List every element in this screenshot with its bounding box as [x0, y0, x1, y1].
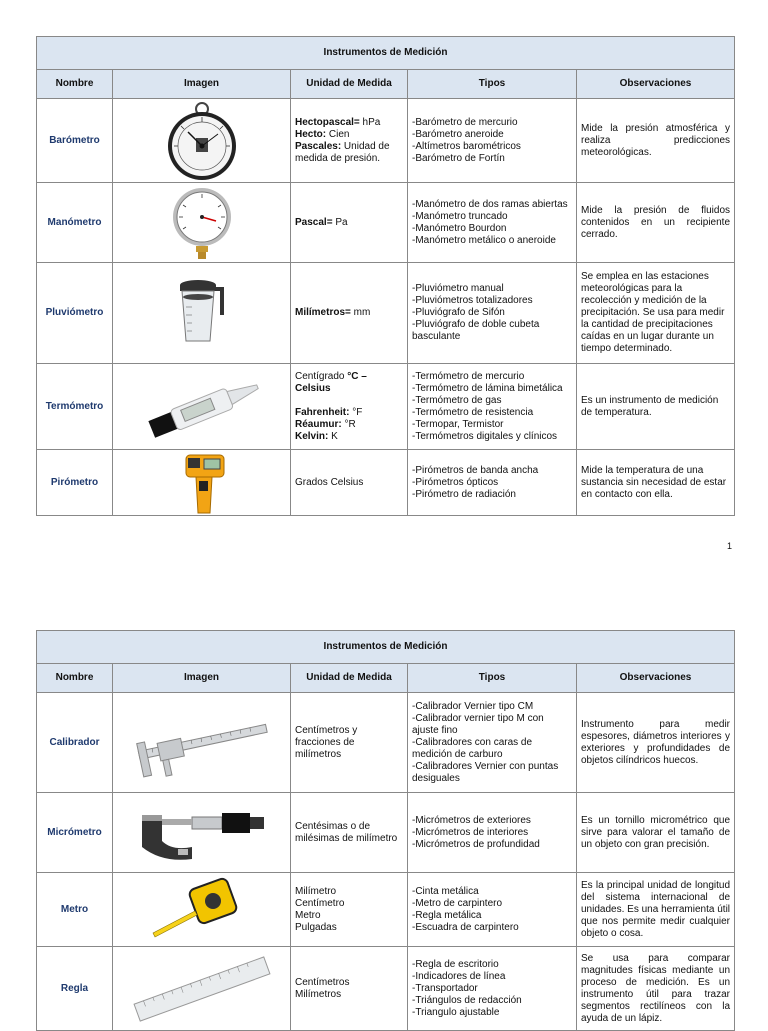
observation-cell	[577, 183, 735, 263]
observation-cell	[577, 364, 735, 450]
table-title: Instrumentos de Medición	[37, 37, 735, 70]
type-item: -Termómetros digitales y clínicos	[412, 430, 558, 442]
type-item: -Transportador	[412, 982, 478, 994]
header-imagen: Imagen	[113, 70, 291, 99]
table-row	[37, 450, 735, 516]
micrometer-icon	[132, 803, 272, 863]
header-imagen: Imagen	[113, 664, 291, 693]
observation-text: Mide la presión atmosférica y realiza predicciones meteorológicas.	[581, 122, 731, 158]
types-cell	[408, 947, 577, 1031]
types-cell	[408, 364, 577, 450]
header-tipos: Tipos	[408, 70, 577, 99]
type-item: -Calibrador vernier tipo M con ajuste fino	[412, 712, 544, 736]
types-cell	[408, 183, 577, 263]
unit-line: Centímetros	[295, 976, 350, 988]
unit-line: Pascal= Pa	[295, 216, 348, 228]
unit-cell	[291, 183, 408, 263]
unit-line: Grados Celsius	[295, 476, 364, 488]
unit-cell	[291, 99, 408, 183]
observation-text: Es un tornillo micrométrico que sirve para valorar el tamaño de un objeto con gran precisión.	[581, 814, 731, 850]
header-observaciones: Observaciones	[577, 70, 735, 99]
unit-line: Metro	[295, 909, 321, 921]
thermometer-icon	[137, 372, 267, 442]
ruler-icon	[127, 954, 277, 1024]
observation-text: Mide la presión de fluidos contenidos en un recipiente cerrado.	[581, 204, 731, 240]
pyrometer-icon	[172, 451, 232, 515]
instrument-name: Termómetro	[37, 364, 113, 450]
header-nombre: Nombre	[37, 70, 113, 99]
type-item: -Micrómetros de interiores	[412, 826, 529, 838]
instrument-image	[113, 99, 291, 183]
observation-cell	[577, 263, 735, 364]
type-item: -Indicadores de línea	[412, 970, 506, 982]
observation-text: Se usa para comparar magnitudes físicas mediante un proceso de medición. Es un instrumento útil para trazar segmentos rectilíneos con la ayuda de un lápiz.	[581, 952, 731, 1024]
instrument-image	[113, 364, 291, 450]
types-cell	[408, 693, 577, 793]
observation-text: Mide la temperatura de una sustancia sin necesidad de estar en contacto con ella.	[581, 464, 727, 500]
type-item: -Pirómetros de banda ancha	[412, 464, 539, 476]
unit-line: Milímetro	[295, 885, 337, 897]
unit-cell	[291, 947, 408, 1031]
unit-line	[295, 395, 403, 407]
unit-cell	[291, 263, 408, 364]
table-row	[37, 793, 735, 873]
type-item: -Termómetro de mercurio	[412, 370, 525, 382]
unit-line: Hectopascal= hPa	[295, 116, 381, 128]
instrument-name: Regla	[37, 947, 113, 1031]
type-item: -Cinta metálica	[412, 885, 479, 897]
header-unidad: Unidad de Medida	[291, 70, 408, 99]
observation-cell	[577, 793, 735, 873]
unit-line: Fahrenheit: °F	[295, 406, 363, 418]
types-cell	[408, 99, 577, 183]
type-item: -Micrómetros de profundidad	[412, 838, 540, 850]
instrument-image	[113, 873, 291, 947]
table-row	[37, 183, 735, 263]
instrument-name: Pirómetro	[37, 450, 113, 516]
type-item: -Calibrador Vernier tipo CM	[412, 700, 534, 712]
table-row	[37, 99, 735, 183]
type-item: -Pluviómetros totalizadores	[412, 295, 533, 306]
instrument-image	[113, 263, 291, 364]
pressure-gauge-icon	[167, 185, 237, 261]
unit-line: Kelvin: K	[295, 430, 338, 442]
type-item: -Barómetro de Fortín	[412, 152, 505, 164]
unit-cell	[291, 450, 408, 516]
barometer-icon	[162, 100, 242, 182]
type-item: -Pluviógrafo de Sifón	[412, 307, 505, 318]
unit-line: Milímetros= mm	[295, 307, 371, 318]
unit-line: Hecto: Cien	[295, 128, 350, 140]
unit-line: Réaumur: °R	[295, 418, 356, 430]
observation-cell	[577, 450, 735, 516]
types-cell	[408, 793, 577, 873]
page-number: 1	[726, 541, 732, 551]
instrument-name: Pluviómetro	[37, 263, 113, 364]
types-cell	[408, 263, 577, 364]
header-tipos: Tipos	[408, 664, 577, 693]
unit-line: Centímetro	[295, 897, 345, 909]
type-item: -Pirómetro de radiación	[412, 488, 516, 500]
instrument-image	[113, 793, 291, 873]
type-item: -Regla de escritorio	[412, 958, 499, 970]
table-row	[37, 693, 735, 793]
types-cell	[408, 873, 577, 947]
type-item: -Termómetro de gas	[412, 394, 502, 406]
table-row	[37, 263, 735, 364]
type-item: -Termómetro de resistencia	[412, 406, 534, 418]
unit-line: Pascales: Unidad de medida de presión.	[295, 140, 390, 164]
instruments-table-2	[36, 630, 735, 1031]
observation-text: Es un instrumento de medición de temperatura.	[581, 394, 719, 418]
instrument-name: Calibrador	[37, 693, 113, 793]
instrument-name: Barómetro	[37, 99, 113, 183]
unit-line: Centímetros y fracciones de milímetros	[295, 724, 358, 760]
observation-cell	[577, 873, 735, 947]
type-item: -Termopar, Termistor	[412, 418, 504, 430]
type-item: -Manómetro metálico o aneroide	[412, 234, 556, 246]
instrument-name: Metro	[37, 873, 113, 947]
instrument-image	[113, 183, 291, 263]
types-cell	[408, 450, 577, 516]
type-item: -Pluviómetro manual	[412, 283, 504, 294]
type-item: -Calibradores Vernier con puntas desiguales	[412, 760, 559, 784]
type-item: -Barómetro de mercurio	[412, 116, 518, 128]
unit-cell	[291, 793, 408, 873]
table-row	[37, 947, 735, 1031]
caliper-icon	[132, 708, 272, 778]
type-item: -Termómetro de lámina bimetálica	[412, 382, 563, 394]
instrument-image	[113, 450, 291, 516]
observation-cell	[577, 99, 735, 183]
type-item: -Altímetros barométricos	[412, 140, 521, 152]
table-title: Instrumentos de Medición	[37, 631, 735, 664]
observation-text: Instrumento para medir espesores, diámetros interiores y exteriores y profundidades de objetos cilíndricos huecos.	[581, 718, 731, 766]
unit-cell	[291, 693, 408, 793]
unit-line: Centésimas o de milésimas de milímetro	[295, 820, 398, 844]
type-item: -Manómetro truncado	[412, 210, 508, 222]
header-unidad: Unidad de Medida	[291, 664, 408, 693]
unit-line: Pulgadas	[295, 921, 337, 933]
unit-cell	[291, 364, 408, 450]
instrument-name: Micrómetro	[37, 793, 113, 873]
type-item: -Barómetro aneroide	[412, 128, 504, 140]
unit-cell	[291, 873, 408, 947]
observation-cell	[577, 947, 735, 1031]
observation-text: Es la principal unidad de longitud del sistema internacional de unidades. Es una herramienta útil que nos permite medir cualquier objeto o cosa.	[581, 879, 731, 939]
type-item: -Pluviógrafo de doble cubeta basculante	[412, 319, 540, 342]
header-nombre: Nombre	[37, 664, 113, 693]
type-item: -Regla metálica	[412, 909, 482, 921]
instrument-name: Manómetro	[37, 183, 113, 263]
unit-line: Centígrado °C – Celsius	[295, 370, 367, 394]
observation-text: Se emplea en las estaciones meteorológicas para la recolección y medición de la precipitación. Se usa para medir la cantidad de precipitaciones caídas en un lugar durante un tiempo determinado.	[581, 271, 725, 354]
table-row	[37, 364, 735, 450]
observation-cell	[577, 693, 735, 793]
header-observaciones: Observaciones	[577, 664, 735, 693]
type-item: -Pirómetros ópticos	[412, 476, 499, 488]
tape-measure-icon	[147, 875, 257, 945]
table-row	[37, 873, 735, 947]
type-item: -Escuadra de carpintero	[412, 921, 519, 933]
type-item: -Calibradores con caras de medición de carburo	[412, 736, 533, 760]
type-item: -Micrómetros de exteriores	[412, 814, 531, 826]
type-item: -Manómetro Bourdon	[412, 222, 507, 234]
instrument-image	[113, 693, 291, 793]
type-item: -Manómetro de dos ramas abiertas	[412, 198, 568, 210]
instrument-image	[113, 947, 291, 1031]
type-item: -Triangulo ajustable	[412, 1006, 500, 1018]
rain-gauge-icon	[172, 277, 232, 349]
type-item: -Metro de carpintero	[412, 897, 503, 909]
unit-line: Milímetros	[295, 988, 342, 1000]
type-item: -Triángulos de redacción	[412, 994, 522, 1006]
instruments-table-1	[36, 36, 735, 516]
